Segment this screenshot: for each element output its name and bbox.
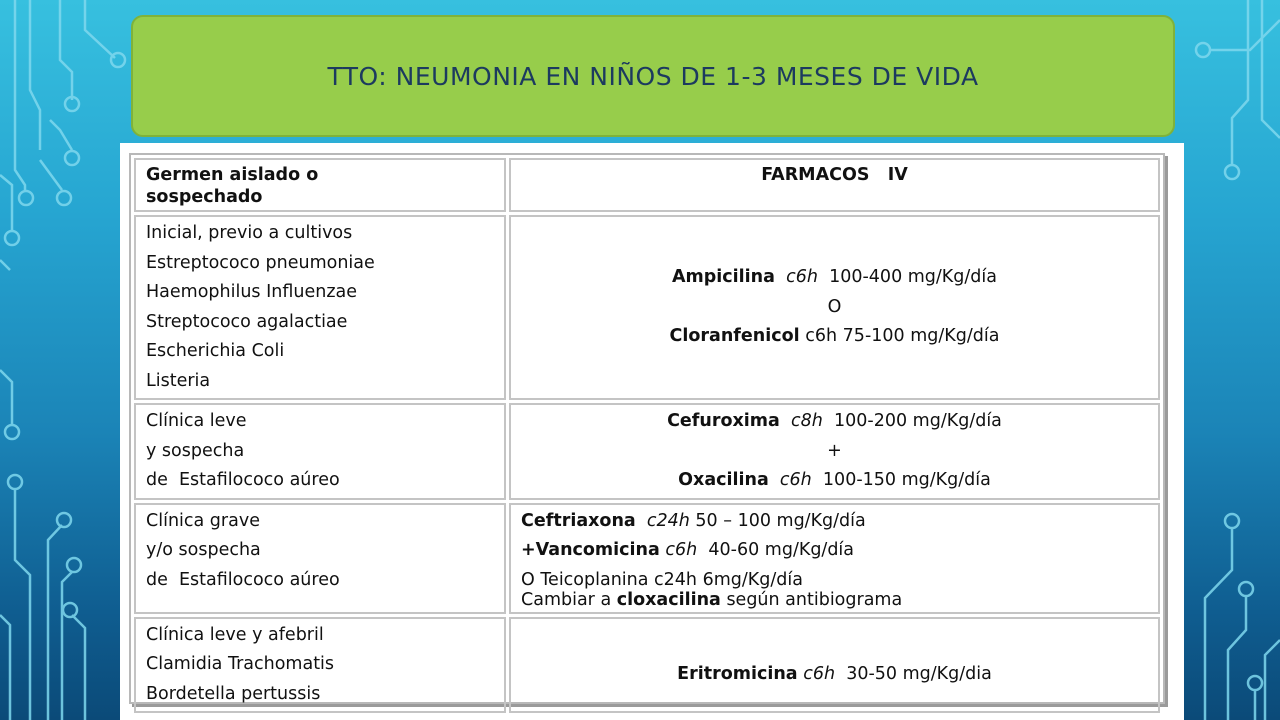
table-row	[134, 403, 1160, 500]
slide-title: TTO: NEUMONIA EN NIÑOS DE 1-3 MESES DE VIDA	[327, 61, 979, 91]
drug-dose: 40-60 mg/Kg/día	[708, 540, 855, 560]
drug-line: O Teicoplanina c24h 6mg/Kg/día	[521, 569, 803, 590]
germ-item: Bordetella pertussis	[146, 683, 321, 704]
drug-frequency: c6h	[805, 326, 838, 347]
drug-frequency: c6h	[786, 267, 818, 288]
germ-item: Clínica leve	[146, 411, 247, 431]
drug-cell	[509, 215, 1160, 400]
germ-item: Estreptococo pneumoniae	[146, 252, 375, 273]
drug-line	[521, 536, 1148, 566]
drug-connector: +	[827, 440, 842, 461]
drug-name: Oxacilina	[678, 470, 769, 490]
drug-dose: 100-200 mg/Kg/día	[834, 411, 1002, 431]
header-drugs	[509, 158, 1160, 212]
drug-prefix: +	[521, 540, 536, 560]
germ-item: Clamidia Trachomatis	[146, 654, 335, 674]
drug-dose: 50 – 100 mg/Kg/día	[695, 510, 866, 531]
drug-line	[521, 590, 1148, 610]
drug-frequency: c6h	[779, 470, 812, 490]
table-image-panel	[120, 143, 1184, 720]
drug-frequency: c8h	[791, 411, 823, 431]
table-row	[134, 503, 1160, 614]
drug-name: Cloranfenicol	[669, 326, 800, 347]
header-germ-line: Germen aislado o	[146, 165, 319, 185]
germ-cell	[134, 403, 506, 500]
title-box	[131, 15, 1175, 137]
germ-cell	[134, 617, 506, 714]
drug-cell	[509, 403, 1160, 500]
drug-line	[521, 263, 1148, 293]
germ-item: Clínica grave	[146, 510, 260, 531]
germ-item: y/o sospecha	[146, 540, 261, 560]
drug-frequency: c24h	[646, 510, 690, 531]
germ-item: de Estafilococo aúreo	[146, 569, 340, 590]
treatment-table	[131, 155, 1163, 716]
germ-item: y sospecha	[146, 440, 245, 461]
drug-note-prefix: Cambiar a	[521, 589, 617, 610]
germ-item: Listeria	[146, 370, 211, 391]
header-drugs-label: FARMACOS IV	[761, 165, 908, 185]
drug-name: Vancomicina	[535, 540, 660, 560]
drug-dose: 30-50 mg/Kg/dia	[846, 664, 992, 684]
germ-item: Streptococo agalactiae	[146, 311, 348, 332]
germ-item: Haemophilus Influenzae	[146, 282, 357, 302]
drug-name: Cefuroxima	[667, 411, 780, 431]
table-row	[134, 617, 1160, 714]
drug-connector: O	[827, 296, 842, 317]
drug-cell	[509, 617, 1160, 714]
drug-dose: 75-100 mg/Kg/día	[842, 326, 1000, 347]
germ-item: Clínica leve y afebril	[146, 624, 324, 645]
germ-item: Escherichia Coli	[146, 341, 285, 361]
treatment-table-frame	[129, 153, 1165, 704]
drug-name: Ampicilina	[671, 267, 775, 288]
drug-line	[521, 466, 1148, 496]
drug-line	[521, 407, 1148, 437]
drug-name: Eritromicina	[677, 664, 798, 684]
drug-note-suffix: según antibiograma	[720, 589, 903, 610]
drug-line	[521, 507, 1148, 537]
germ-item: de Estafilococo aúreo	[146, 470, 340, 490]
drug-cell	[509, 503, 1160, 614]
drug-frequency: c6h	[803, 664, 836, 684]
header-germ	[134, 158, 506, 212]
drug-name: Ceftriaxona	[521, 510, 636, 531]
header-germ-line: sospechado	[146, 187, 263, 207]
drug-frequency: c6h	[665, 540, 698, 560]
table-header-row	[134, 158, 1160, 212]
drug-dose: 100-400 mg/Kg/día	[829, 267, 997, 288]
drug-line	[521, 322, 1148, 352]
drug-name: cloxacilina	[616, 589, 721, 610]
drug-line	[521, 640, 1148, 690]
germ-cell	[134, 215, 506, 400]
germ-item: Inicial, previo a cultivos	[146, 223, 353, 243]
germ-cell	[134, 503, 506, 614]
drug-dose: 100-150 mg/Kg/día	[822, 470, 991, 490]
table-row	[134, 215, 1160, 400]
